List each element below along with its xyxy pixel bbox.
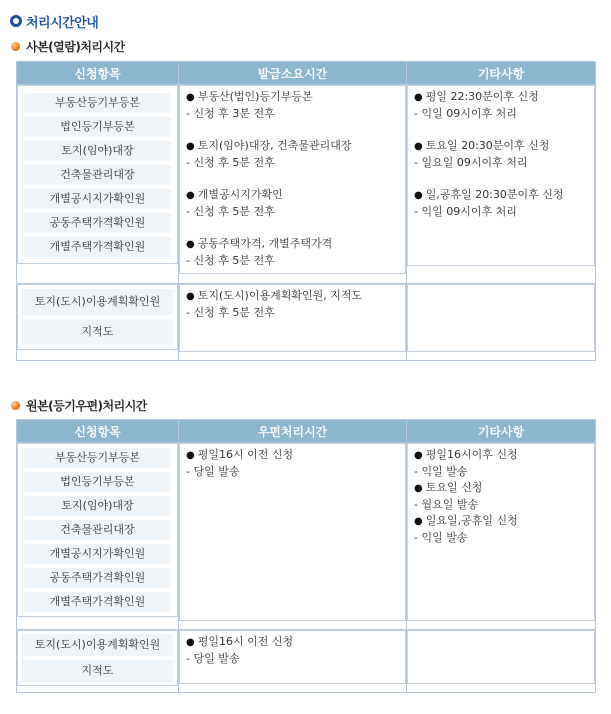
list-item: 토지(도시)이용계획확인원 — [22, 634, 173, 656]
section-title: 사본(열람)처리시간 — [26, 39, 125, 54]
table-header-row — [17, 62, 596, 85]
list-item: 부동산등기부등본 — [24, 93, 171, 113]
note-detail: - 익일 발송 — [414, 531, 468, 544]
bullet-icon: ● — [414, 483, 423, 494]
time-info-box — [179, 443, 406, 621]
table-row — [17, 630, 596, 693]
note-title: 토요일 20:30분이후 신청 — [425, 139, 550, 152]
copy-processing-table — [16, 61, 596, 361]
list-item: 개별공시지가확인원 — [24, 189, 171, 209]
table-header-row — [17, 420, 596, 443]
bullet-icon: ● — [186, 637, 195, 648]
note-detail: - 익일 09시이후 처리 — [414, 107, 517, 120]
note-title: 평일 22:30분이후 신청 — [425, 90, 539, 103]
note-title: 토요일 신청 — [425, 481, 483, 494]
time-title: 부동산(법인)등기부등본 — [197, 90, 313, 103]
time-info-box — [179, 85, 406, 274]
time-info-box — [179, 284, 406, 352]
bullet-icon: ● — [186, 291, 195, 302]
time-title: 개별공시지가확인 — [197, 188, 283, 201]
time-title: 공동주택가격, 개별주택가격 — [197, 237, 333, 250]
table-row — [17, 443, 596, 630]
bullet-icon: ● — [414, 450, 423, 461]
list-item: 법인등기부등본 — [24, 472, 171, 492]
section-heading-original — [11, 396, 147, 414]
time-detail: - 신청 후 5분 전후 — [186, 156, 275, 169]
bullet-icon: ● — [414, 516, 423, 527]
list-item: 건축물관리대장 — [24, 520, 171, 540]
list-item: 개별공시지가확인원 — [24, 544, 171, 564]
list-item: 공동주택가격확인원 — [24, 568, 171, 588]
list-item: 토지(도시)이용계획확인원 — [22, 289, 173, 315]
time-detail: - 신청 후 3분 전후 — [186, 107, 275, 120]
note-title: 일요일,공휴일 신청 — [425, 514, 518, 527]
note-info-box-empty — [407, 630, 595, 684]
item-list — [17, 284, 178, 350]
time-title: 토지(임야)대장, 건축물관리대장 — [197, 139, 352, 152]
list-item: 건축물관리대장 — [24, 165, 171, 185]
list-item: 법인등기부등본 — [24, 117, 171, 137]
page-title — [10, 11, 98, 31]
note-title: 일,공휴일 20:30분이후 신청 — [425, 188, 564, 201]
bullet-icon: ● — [186, 239, 195, 250]
note-info-box-empty — [407, 284, 595, 352]
list-item: 토지(임야)대장 — [24, 496, 171, 516]
table-row — [17, 284, 596, 361]
time-title: 평일16시 이전 신청 — [197, 448, 294, 461]
list-item: 개별주택가격확인원 — [24, 592, 171, 612]
time-detail: - 당일 발송 — [186, 465, 240, 478]
orange-dot-icon — [11, 401, 20, 410]
bullet-icon: ● — [186, 92, 195, 103]
note-info-box — [407, 443, 595, 621]
page-title-text: 처리시간안내 — [26, 15, 99, 31]
column-header: 기타사항 — [407, 420, 596, 443]
column-header: 우편처리시간 — [179, 420, 407, 443]
bullet-icon: ● — [186, 450, 195, 461]
list-item: 부동산등기부등본 — [24, 448, 171, 468]
column-header: 기타사항 — [407, 62, 596, 85]
bullet-icon: ● — [186, 141, 195, 152]
column-header: 신청항목 — [17, 62, 179, 85]
bullet-icon: ● — [186, 190, 195, 201]
time-detail: - 신청 후 5분 전후 — [186, 205, 275, 218]
item-list — [17, 443, 178, 617]
bullet-icon: ● — [414, 190, 423, 201]
note-title: 평일16시이후 신청 — [425, 448, 518, 461]
mail-processing-table — [16, 419, 596, 693]
time-title: 토지(도시)이용계획확인원, 지적도 — [197, 289, 363, 302]
list-item: 지적도 — [22, 660, 173, 682]
note-info-box — [407, 85, 595, 266]
section-heading-copy — [11, 37, 125, 55]
table-row — [17, 85, 596, 284]
time-info-box — [179, 630, 406, 684]
column-header: 발급소요시간 — [179, 62, 407, 85]
column-header: 신청항목 — [17, 420, 179, 443]
list-item: 공동주택가격확인원 — [24, 213, 171, 233]
list-item: 개별주택가격확인원 — [24, 237, 171, 257]
time-detail: - 당일 발송 — [186, 652, 240, 665]
section-title: 원본(등기우편)처리시간 — [26, 398, 147, 413]
item-list — [17, 630, 178, 686]
time-detail: - 신청 후 5분 전후 — [186, 306, 275, 319]
time-title: 평일16시 이전 신청 — [197, 635, 294, 648]
note-detail: - 익일 발송 — [414, 465, 468, 478]
list-item: 토지(임야)대장 — [24, 141, 171, 161]
note-detail: - 일요일 09시이후 처리 — [414, 156, 528, 169]
bullet-icon: ● — [414, 92, 423, 103]
circle-ring-icon — [10, 15, 22, 27]
note-detail: - 익일 09시이후 처리 — [414, 205, 517, 218]
time-detail: - 신청 후 5분 전후 — [186, 254, 275, 267]
list-item: 지적도 — [22, 319, 173, 345]
item-list — [17, 85, 178, 264]
bullet-icon: ● — [414, 141, 423, 152]
orange-dot-icon — [11, 42, 20, 51]
note-detail: - 월요일 발송 — [414, 498, 479, 511]
